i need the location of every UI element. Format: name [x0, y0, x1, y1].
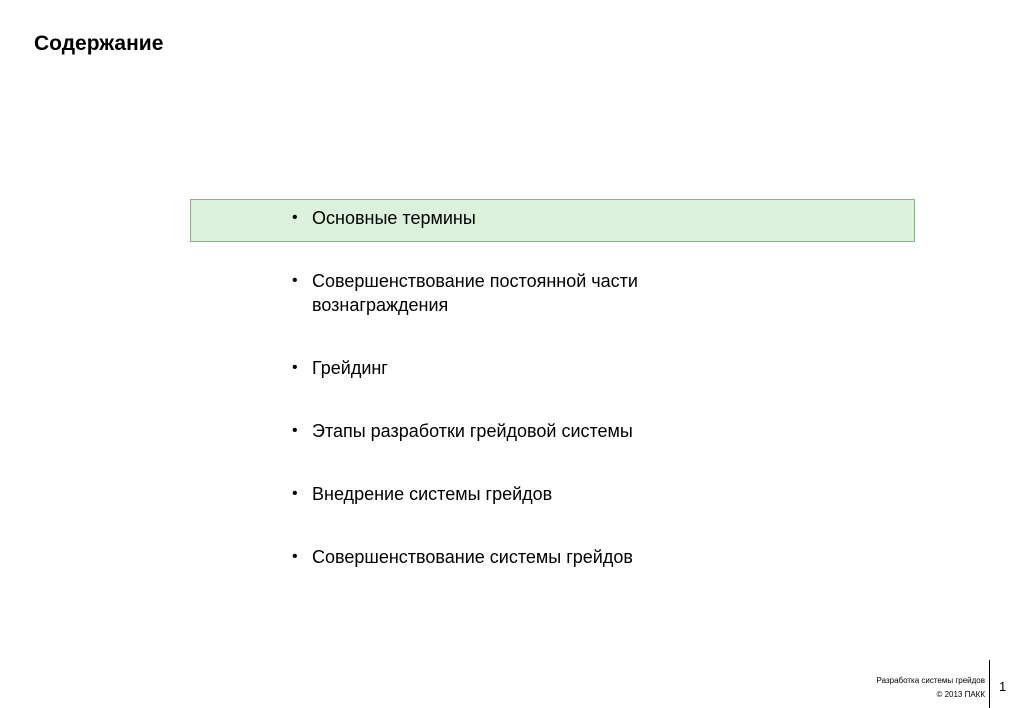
- footer-copyright: © 2013 ПАКК: [936, 690, 985, 699]
- footer-subtitle: Разработка системы грейдов: [876, 676, 985, 685]
- agenda-item-label: Этапы разработки грейдовой системы: [312, 421, 633, 441]
- agenda-item-label: Совершенствование постоянной части вознаграждения: [312, 271, 638, 315]
- bullet-icon: •: [292, 485, 298, 502]
- bullet-icon: •: [292, 422, 298, 439]
- agenda-item: [292, 482, 792, 506]
- bullet-icon: •: [292, 548, 298, 565]
- agenda-item: [292, 206, 792, 230]
- agenda-item: [292, 419, 792, 443]
- slide-title: Содержание: [34, 32, 164, 55]
- page-number: 1: [999, 679, 1007, 694]
- agenda-item-label: Совершенствование системы грейдов: [312, 547, 633, 567]
- agenda-item: [292, 545, 792, 569]
- footer-divider: [989, 660, 990, 708]
- agenda-item-label: Внедрение системы грейдов: [312, 484, 553, 504]
- agenda-item: [292, 356, 792, 380]
- bullet-icon: •: [292, 209, 298, 226]
- agenda-item-label: Основные термины: [312, 208, 476, 228]
- agenda-item-label: Грейдинг: [312, 358, 388, 378]
- bullet-icon: •: [292, 272, 298, 289]
- agenda-item: [292, 269, 792, 317]
- bullet-icon: •: [292, 359, 298, 376]
